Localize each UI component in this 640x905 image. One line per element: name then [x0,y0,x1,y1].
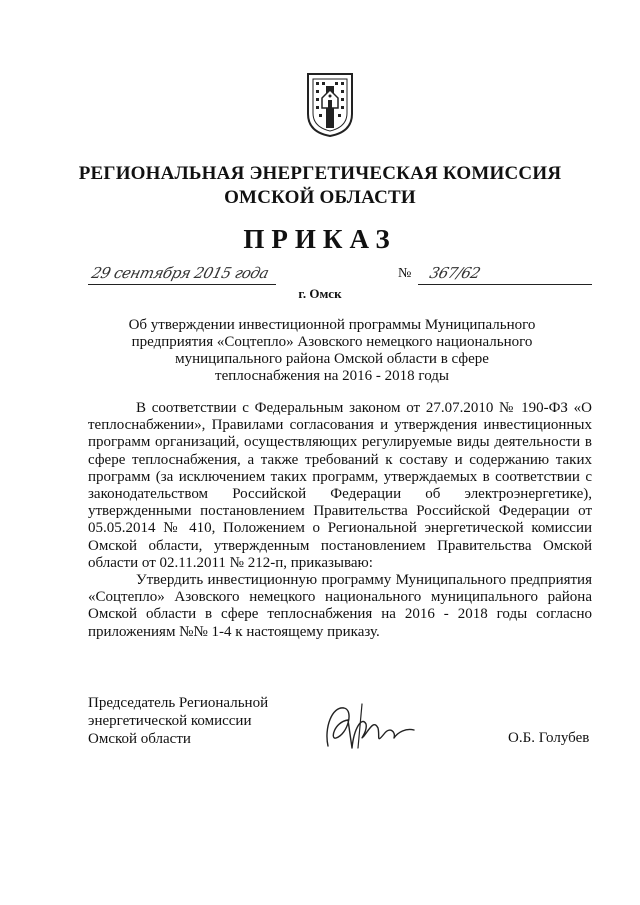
handwritten-document-number: 367/62 [427,264,483,282]
handwritten-date: 29 сентября 2015 года [89,264,271,282]
order-subject [110,317,554,385]
handwritten-signature [318,698,418,754]
number-underline [418,284,592,285]
organization-name-line1: РЕГИОНАЛЬНАЯ ЭНЕРГЕТИЧЕСКАЯ КОМИССИЯ [78,163,562,184]
subject-line: предприятия «Соцтепло» Азовского немецкого национального [131,334,533,350]
signer-title-line: энергетической комиссии [88,713,252,729]
number-sign: № [398,266,412,281]
subject-line: Об утверждении инвестиционной программы Муниципального [128,317,536,333]
signer-title-line: Омской области [88,731,191,747]
subject-line: муниципального района Омской области в сфере [175,351,489,367]
document-type-title: ПРИКАЗ [243,224,397,254]
signer-title-line: Председатель Региональной [88,695,269,711]
order-body [88,400,592,641]
order-directive-paragraph: Утвердить инвестиционную программу Муниципального предприятия «Соцтепло» Азовского немецкого национального муниципального района Омской области в сфере теплоснабжения на 2016 - 2018 годы согласно приложениям №№ 1-4 к настоящему приказу. [88,572,592,640]
omsk-coat-of-arms-icon [304,68,356,138]
organization-name-line2: ОМСКОЙ ОБЛАСТИ [224,187,416,208]
signer-title [88,694,308,748]
signer-name: О.Б. Голубев [508,730,590,746]
legal-basis-paragraph: В соответствии с Федеральным законом от 27.07.2010 № 190-ФЗ «О теплоснабжении», Правилами согласования и утверждения инвестиционных программ организаций, осуществляющих регулируемые виды деятельности в сфере теплоснабжения, а также требований к составу и содержанию таких программ (за исключением таких программ, утверждаемых в соответствии с законодательством Российской Федерации об электроэнергетике), утвержденными постановлением Правительства Российской Федерации от 05.05.2014 № 410, Положением о Региональной энергетической комиссии Омской области, утвержденным постановлением Правительства Омской области от 02.11.2011 № 212-п, приказываю: [88,400,592,571]
city-label: г. Омск [298,286,342,301]
subject-line: теплоснабжения на 2016 - 2018 годы [215,368,449,384]
date-underline [88,284,276,285]
